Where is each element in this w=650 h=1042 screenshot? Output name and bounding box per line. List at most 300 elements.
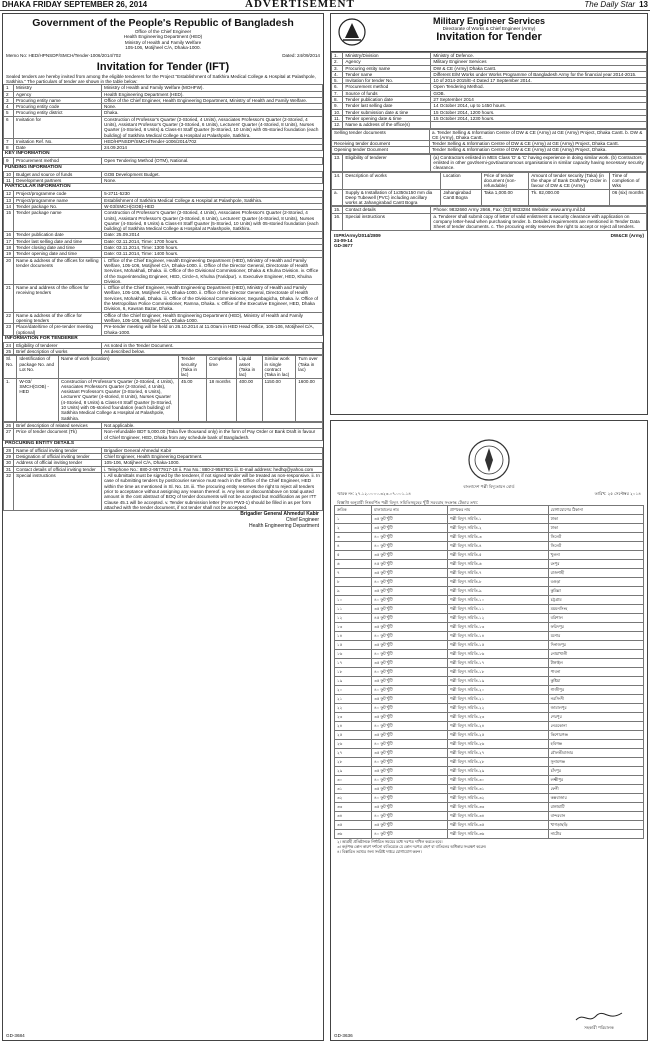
bengali-row-cell: শেরপুর xyxy=(548,713,643,722)
bengali-row-cell: পল্লী বিদ্যুৎ সমিতি-৭ xyxy=(447,569,548,578)
tender-row-cell: Tender closing date and time xyxy=(14,245,102,251)
bengali-row-cell: ১০ xyxy=(335,596,372,605)
bengali-row-cell: পল্লী বিদ্যুৎ সমিতি-১৪ xyxy=(447,632,548,641)
tender-row-cell: i. Telephone No.: 880-2-9577917-18 ii. Fax No.: 880-2-9587601 iii. E-mail address: hedhq@yahoo.com xyxy=(102,466,323,472)
tender-row xyxy=(4,97,323,103)
mes-row-cell: 3. xyxy=(332,65,343,71)
tender-row-cell: Procuring entity code xyxy=(14,104,102,110)
tender-row xyxy=(4,145,323,151)
bengali-row-cell: পল্লী বিদ্যুৎ সমিতি-২৫ xyxy=(447,731,548,740)
ispr-ref: ISPR/Army/2014/2809 xyxy=(334,232,381,238)
tender-row-cell: 17 xyxy=(4,238,14,244)
bengali-row-cell: ৩৫ ফুট খুঁটি xyxy=(372,605,448,614)
tender-row-cell: 21 xyxy=(4,285,14,312)
ispr-date: 24-09-14 xyxy=(334,237,353,243)
tender-row-cell: None. xyxy=(102,178,323,184)
tender-table-b xyxy=(3,157,323,164)
bengali-signature: সহকারী পরিচালক xyxy=(569,1010,629,1032)
mes-row-cell: Special instructions xyxy=(343,213,431,230)
bengali-row-cell: ময়মনসিংহ xyxy=(548,605,643,614)
bengali-row-cell: সিলেট xyxy=(548,542,643,551)
bengali-row xyxy=(335,605,644,614)
tender-row-cell: Name of official inviting tender xyxy=(14,447,102,453)
mes-invite-title: Invitation for Tender xyxy=(436,31,542,44)
bengali-row-cell: ৩৪ xyxy=(335,812,372,821)
section-procuring: PROCURING ENTITY DETAILS xyxy=(5,440,75,446)
bengali-row-cell: কুমিল্লা xyxy=(548,587,643,596)
tender-row-cell: Chief Engineer, Health Engineering Department. xyxy=(102,454,323,460)
bengali-row-cell: ঢাকা xyxy=(548,515,643,524)
bengali-row-cell: ৩৫ ফুট খুঁটি xyxy=(372,659,448,668)
tender-row-cell: 25 xyxy=(4,349,14,355)
bengali-row-cell: ২৬ xyxy=(335,740,372,749)
tender-row-cell: Establishment of Satkhira Medical College & Hospital at Palashpole, Satkhira. xyxy=(102,197,323,203)
tender-row-cell: None. xyxy=(102,104,323,110)
tender-row-cell: 5 xyxy=(4,110,14,116)
bengali-row-cell: ৩৫ ফুট খুঁটি xyxy=(372,641,448,650)
tender-row-cell: Name & address of the office for opening tenders xyxy=(14,312,102,324)
bengali-row-cell: পল্লী বিদ্যুৎ সমিতি-১৯ xyxy=(447,677,548,686)
mes-row-cell: Procuring entity name xyxy=(343,65,431,71)
bengali-row xyxy=(335,758,644,767)
mes-row-cell: 5. xyxy=(332,78,343,84)
tender-row-cell: Contact details of official inviting tender xyxy=(14,466,102,472)
tender-row-cell: i. Office of the Chief Engineer, Health Engineering Department (HED), Ministry of Health and Family Welfare, 105-106, Motijheel C/A, Dhaka-1000. ii. Office of the Director General, Directorate of Health Services, Mohakhali, Dhaka. iii. Office of the Divisional Commissioner, Dhaka & Khulna Division. iv. Office of the Superintending Engineer, HED, Circle-4, Khulna (Faridpur). v. Executive Engineer, HED, Khulna Division. xyxy=(102,257,323,284)
bengali-row-cell: ৪০ ফুট খুঁটি xyxy=(372,704,448,713)
tender-row-cell: 11 xyxy=(4,178,14,184)
tender-row-cell: Procuring entity district xyxy=(14,110,102,116)
works-row: 1. W-03/ SMCH(GOB) -HED Construction of Professor's Quarter (2-Storied, 4 Units), Associates Professor's Quarter (2-Storied, 4 Units), Assistant Professor's Quarter (3-Storied, 6 Units), Lecturers' Quarter (4-storied, 8 Units), Nurses Quarter (4-Storied, 8 Units) & Class-III Staff Quarter (5-Storied, 10 Units) with 05-storied foundation (each building) of Satkhira Medical College & Hospital at Palashpole, Satkhira. 45.00 18 months 400.00 1150.00 1600.00 xyxy=(4,378,323,421)
bengali-row-cell: লক্ষ্মীপুর xyxy=(548,776,643,785)
mes-signer: DW&CE (Army) xyxy=(610,232,644,238)
tender-row xyxy=(4,312,323,324)
bengali-row-cell: ৪০ ফুট খুঁটি xyxy=(372,758,448,767)
bengali-row-cell: পল্লী বিদ্যুৎ সমিতি-৬ xyxy=(447,560,548,569)
bengali-row-cell: পল্লী বিদ্যুৎ সমিতি-৩৫ xyxy=(447,821,548,830)
tender-row-cell: 1 xyxy=(4,85,14,91)
bengali-row-cell: ৪০ ফুট খুঁটি xyxy=(372,740,448,749)
bengali-row-cell: ৩৫ ফুট খুঁটি xyxy=(372,821,448,830)
bengali-row xyxy=(335,776,644,785)
bengali-row-cell: হবিগঞ্জ xyxy=(548,740,643,749)
mes-row-cell xyxy=(431,122,647,128)
mes-header xyxy=(331,14,647,52)
mes-row-cell: 6. xyxy=(332,84,343,90)
mes-row-cell: a. Tenderer shall submit copy of letter of valid enlistment & security clearance with application on company letter-head when purchasing tender. b. Detailed requirements are mentioned in Tender Data Sheet of tender documents. c. The procuring entity reserves the right to accept or reject all tenders. xyxy=(431,213,647,230)
mes-row-cell: Ministry/Division xyxy=(343,53,431,59)
tender-row-cell: Non-refundable BDT 5,000.00 (Taka five thousand only) in the form of Pay Order or Bank Draft in favour of Chief Engineer, HED, Dhaka from any schedule bank of Bangladesh. xyxy=(102,429,323,441)
bengali-row-cell: ৪০ ফুট খুঁটি xyxy=(372,650,448,659)
bengali-row xyxy=(335,524,644,533)
bengali-row-cell: ৩৫ ফুট খুঁটি xyxy=(372,677,448,686)
bengali-row-cell: ৩৫ ফুট খুঁটি xyxy=(372,713,448,722)
tender-row-cell: Brigadier General Ahmedul Kabir xyxy=(102,447,323,453)
bengali-row-cell: বান্দরবান xyxy=(548,812,643,821)
bengali-row-cell: ১৯ xyxy=(335,677,372,686)
bengali-row-cell: পাবনা xyxy=(548,668,643,677)
bengali-row-cell: ৩৫ ফুট খুঁটি xyxy=(372,551,448,560)
mes-title: Military Engineer Services xyxy=(432,16,546,26)
bengali-row-cell: সুনামগঞ্জ xyxy=(548,758,643,767)
tender-row-cell: Office of the Chief Engineer, Health Engineering Department, Ministry of Health and Family Welfare. xyxy=(102,97,323,103)
tender-row-cell: 7 xyxy=(4,138,14,144)
tender-row-cell: 13 xyxy=(4,197,14,203)
bengali-row-cell: পল্লী বিদ্যুৎ সমিতি-২৯ xyxy=(447,767,548,776)
tender-row-cell: Date: 03.11.2014, Time: 1300 hours. xyxy=(102,245,323,251)
tender-row-cell: i. Office of the Chief Engineer, Health Engineering Department (HED), Ministry of Health and Family Welfare, 105-106, Motijheel C/A, Dhaka-1000. ii. Office of the Director General, Directorate of Health Services, Mohakhali, Dhaka. iii. Office of the Divisional Commissioner, Segunbagicha, Dhaka. iv. Office of the Metropolitan Police Commissioner, Ramna, Dhaka. v. Office of the Executive Engineer, HED, Dhaka Division, 6, Kawran Bazar, Dhaka. xyxy=(102,285,323,312)
memo-line xyxy=(3,51,323,60)
bengali-row-cell: ১২ xyxy=(335,614,372,623)
tender-row xyxy=(4,285,323,312)
bengali-row xyxy=(335,596,644,605)
bengali-row-cell: পল্লী বিদ্যুৎ সমিতি-১১ xyxy=(447,605,548,614)
bengali-row xyxy=(335,623,644,632)
tender-row-cell: 8 xyxy=(4,145,14,151)
bengali-row-cell: দিনাজপুর xyxy=(548,641,643,650)
page-number: 13 xyxy=(639,0,648,9)
bengali-row-cell: ২১ xyxy=(335,695,372,704)
mes-row-cell: 13. xyxy=(332,154,343,171)
bengali-row-cell: ৪০ ফুট খুঁটি xyxy=(372,632,448,641)
mes-row-cell: Different E/M Works under Works Programme of Bangladesh Army for the financial year 2014-2015. xyxy=(431,71,647,77)
tender-row-cell: Address of official inviting tender xyxy=(14,460,102,466)
mes-row-cell: Open Tendering Method. xyxy=(431,84,647,90)
bengali-notes: ২। আগ্রহী প্রতিষ্ঠানকে নির্ধারিত সময়ের মধ্যে দরপত্র দাখিল করতে হবে। ৩। কর্তৃপক্ষ কোন কারণ দর্শানো ব্যতিরেকে যে কোন দরপত্র গ্রহণ বা বাতিলের অধিকার সংরক্ষণ করেন। ৪। বিস্তারিত তথ্যের জন্য সংশ্লিষ্ট দপ্তরে যোগাযোগ করুন। xyxy=(337,840,487,854)
army-emblem-icon xyxy=(337,17,367,47)
bengali-row xyxy=(335,587,644,596)
bengali-row-cell: ৪০ ফুট খুঁটি xyxy=(372,776,448,785)
tender-row-cell: Tender package No. xyxy=(14,203,102,209)
tender-row-cell: 3 xyxy=(4,97,14,103)
tender-row xyxy=(4,158,323,164)
bengali-row-cell: পল্লী বিদ্যুৎ সমিতি-৩০ xyxy=(447,776,548,785)
bengali-row-cell: ৪৫ ফুট খুঁটি xyxy=(372,614,448,623)
bengali-tender-notice xyxy=(330,420,648,1041)
mes-office-row xyxy=(332,129,647,141)
bengali-row-cell: রংপুর xyxy=(548,560,643,569)
bengali-row-cell: পল্লী বিদ্যুৎ সমিতি-৯ xyxy=(447,587,548,596)
bengali-row xyxy=(335,515,644,524)
mes-row-cell: 15. xyxy=(332,207,343,213)
mes-table xyxy=(331,52,647,129)
tender-row-cell: 24 xyxy=(4,342,14,348)
bengali-row-cell: ৩৫ ফুট খুঁটি xyxy=(372,515,448,524)
mes-row-cell: 4. xyxy=(332,71,343,77)
bengali-row-cell: পল্লী বিদ্যুৎ সমিতি-৩ xyxy=(447,533,548,542)
bengali-row-cell: ৩৬ xyxy=(335,830,372,839)
mes-row-cell: Procurement method xyxy=(343,84,431,90)
bengali-row-cell: খুলনা xyxy=(548,551,643,560)
tender-row-cell: Date: 03.11.2014, Time: 1400 hours. xyxy=(102,251,323,257)
bengali-row xyxy=(335,569,644,578)
tender-row-cell: Dhaka. xyxy=(102,110,323,116)
mes-works-table xyxy=(331,172,647,207)
bengali-row-cell: ৩৫ ফুট খুঁটি xyxy=(372,587,448,596)
bengali-row-cell: ১১ xyxy=(335,605,372,614)
bengali-row-cell: ৫ xyxy=(335,551,372,560)
bengali-memo: স্মারক নং: ২৭.১২.০০০০.৩২৩.০৭.০০১.১৪ xyxy=(337,491,412,496)
bengali-row-cell: ৩ xyxy=(335,533,372,542)
mes-row-cell: 12. xyxy=(332,122,343,128)
mes-eligibility-table xyxy=(331,154,647,172)
bengali-row-cell: ৪০ ফুট খুঁটি xyxy=(372,668,448,677)
mes-row-cell: 16. xyxy=(332,213,343,230)
mes-office-value: Tender Selling & Information Centre of DW & CE (Army) at GE (Army) Project, Dhaka Cantt. xyxy=(430,141,647,147)
bengali-row xyxy=(335,704,644,713)
bengali-ad-code: GD-3636 xyxy=(334,1033,353,1038)
bengali-row-cell: ৪৫ ফুট খুঁটি xyxy=(372,560,448,569)
bengali-row-cell: ২৫ xyxy=(335,731,372,740)
bengali-row xyxy=(335,794,644,803)
notice-title: Invitation for Tender (IFT) xyxy=(96,60,230,73)
tender-row-cell: Office of the Chief Engineer, Health Engineering Department (HED), Ministry of Health and Family Welfare, 105-106, Motijheel C/A, Dhaka-1000. xyxy=(102,312,323,324)
bengali-date: তারিখ: ২৫ সেপ্টেম্বর ২০১৪ xyxy=(594,491,641,496)
bengali-row-cell: পল্লী বিদ্যুৎ সমিতি-২৪ xyxy=(447,722,548,731)
bengali-row-cell: ২৮ xyxy=(335,758,372,767)
bengali-row-cell: ১৮ xyxy=(335,668,372,677)
mes-row-cell: GOB. xyxy=(431,90,647,96)
handwritten-signature-icon xyxy=(574,1010,624,1024)
mes-row-cell: Eligibility of tenderer xyxy=(343,154,431,171)
mes-row-cell: 27 September 2014 xyxy=(431,97,647,103)
bengali-row-cell: রাঙ্গামাটি xyxy=(548,803,643,812)
bengali-row-cell: ৪ xyxy=(335,542,372,551)
tender-row-cell: Tender opening date and time xyxy=(14,251,102,257)
bengali-row-cell: ৩২ xyxy=(335,794,372,803)
mes-row-cell: 14 October 2014, up to 1450 hours. xyxy=(431,103,647,109)
tender-row-cell: 28 xyxy=(4,447,14,453)
tender-row-cell: Not applicable. xyxy=(102,422,323,428)
bengali-row-cell: ৩০ xyxy=(335,776,372,785)
bengali-row-cell: ৪০ ফুট খুঁটি xyxy=(372,596,448,605)
bengali-row-cell: পল্লী বিদ্যুৎ সমিতি-৩১ xyxy=(447,785,548,794)
page-header xyxy=(0,0,650,11)
bengali-row-cell: ৩৫ ফুট খুঁটি xyxy=(372,695,448,704)
bengali-row-cell: বরিশাল xyxy=(548,614,643,623)
bengali-row xyxy=(335,551,644,560)
tender-row-cell: 19 xyxy=(4,251,14,257)
bengali-row xyxy=(335,659,644,668)
section-tenderer: INFORMATION FOR TENDERER xyxy=(5,335,78,341)
mes-row-cell: 11. xyxy=(332,115,343,121)
gov-title: Government of the People's Republic of Bangladesh xyxy=(32,17,294,29)
tender-row-cell: 20 xyxy=(4,257,14,284)
mes-contact-table xyxy=(331,206,647,230)
tender-row-cell: 23 xyxy=(4,324,14,336)
section-funding: FUNDING INFORMATION xyxy=(5,164,62,170)
mes-office-label: Opening tender Document xyxy=(332,147,430,153)
bengali-row xyxy=(335,713,644,722)
tender-row-cell: 29 xyxy=(4,454,14,460)
bengali-row-cell: ১৬ xyxy=(335,650,372,659)
bengali-row-cell: ২২ xyxy=(335,704,372,713)
bengali-row-cell: পল্লী বিদ্যুৎ সমিতি-১৩ xyxy=(447,623,548,632)
bengali-memo-line xyxy=(334,489,644,500)
mes-row-cell: Tender last selling date xyxy=(343,103,431,109)
bengali-row-cell: খাগড়াছড়ি xyxy=(548,821,643,830)
tender-row-cell: Designation of official inviting tender xyxy=(14,454,102,460)
tender-row-cell: Place/date/time of pre-tender meeting (optional) xyxy=(14,324,102,336)
tender-row-cell: 32 xyxy=(4,473,14,511)
bengali-row-cell: নাটোর xyxy=(548,830,643,839)
tender-row-cell: Construction of Professor's Quarter (2-Storied, 4 Units), Associates Professor's Quarter (2-Storied, 4 Units), Assistant Professor's Quarter (3-Storied, 6 Units), Lecturers' Quarter (4-Storied, 8 Units), Nurses Quarter (4-Storied, 8 Units) & Class-III Staff Quarter (5-Storied, 10 Units) with 05-storied foundation (each building) of Satkhira Medical College & Hospital at Palashpole, Satkhira. xyxy=(102,116,323,138)
paper-name: DHAKA xyxy=(2,0,31,9)
tender-row-cell: 6 xyxy=(4,116,14,138)
mes-row-cell: DW & CE (Army) Dhaka Cantt. xyxy=(431,65,647,71)
bengali-row xyxy=(335,560,644,569)
bengali-row xyxy=(335,695,644,704)
bengali-row-cell: ৩৫ ফুট খুঁটি xyxy=(372,803,448,812)
bengali-row-cell: ফেনী xyxy=(548,785,643,794)
tender-row-cell: 9 xyxy=(4,158,14,164)
bengali-row xyxy=(335,740,644,749)
bengali-row-cell: সিলেট xyxy=(548,533,643,542)
bengali-row xyxy=(335,767,644,776)
section-title: ADVERTISEMENT xyxy=(245,0,355,10)
bengali-row-cell: পল্লী বিদ্যুৎ সমিতি-২৬ xyxy=(447,740,548,749)
works-table xyxy=(3,355,323,422)
mes-row-cell: Phone: 9832660 Army 2666, Fax: (02) 9833284 Website: www.army.mil.bd xyxy=(431,207,647,213)
mes-row-cell: Contact details xyxy=(343,207,431,213)
bengali-row-cell: পল্লী বিদ্যুৎ সমিতি-৮ xyxy=(447,578,548,587)
bengali-row xyxy=(335,641,644,650)
bengali-row-cell: ৪০ ফুট খুঁটি xyxy=(372,542,448,551)
bengali-row xyxy=(335,749,644,758)
masthead: The Daily Star xyxy=(584,0,636,9)
bengali-row-cell: পল্লী বিদ্যুৎ সমিতি-১৫ xyxy=(447,641,548,650)
tender-row-cell: 15 xyxy=(4,210,14,232)
bengali-row-cell: পল্লী বিদ্যুৎ সমিতি-১০ xyxy=(447,596,548,605)
bengali-row-cell: ৩৫ ফুট খুঁটি xyxy=(372,731,448,740)
mes-footer xyxy=(331,231,647,250)
tender-row-cell: 105-106, Motijheel C/A, Dhaka-1000. xyxy=(102,460,323,466)
issue-date: FRIDAY SEPTEMBER 26, 2014 xyxy=(32,0,148,9)
mes-subtitle: Directorate of Works & Chief Engineer (Army) xyxy=(442,26,536,31)
tender-row-cell: 24.09.2014 xyxy=(102,145,323,151)
bengali-row-cell: কুষ্টিয়া xyxy=(548,677,643,686)
bengali-row xyxy=(335,614,644,623)
tender-table-f xyxy=(3,422,323,441)
bengali-row-cell: ৩৩ xyxy=(335,803,372,812)
bengali-row-cell: পল্লী বিদ্যুৎ সমিতি-১২ xyxy=(447,614,548,623)
bengali-row xyxy=(335,650,644,659)
mes-office-value: Tender Selling & Information Centre of DW & CE (Army) at GE (Army) Project, Dhaka. xyxy=(430,147,647,153)
tender-row-cell: 2 xyxy=(4,91,14,97)
tender-table-c xyxy=(3,171,323,185)
bengali-row-cell: পল্লী বিদ্যুৎ সমিতি-১৮ xyxy=(447,668,548,677)
bengali-row-cell: ৪০ ফুট খুঁটি xyxy=(372,812,448,821)
section-particular: PARTICULAR INFORMATION xyxy=(5,184,71,190)
bengali-row xyxy=(335,785,644,794)
bengali-row-cell: ৪০ ফুট খুঁটি xyxy=(372,686,448,695)
tender-row-cell: Brief description of works xyxy=(14,349,102,355)
bengali-row-cell: ৩৫ ফুট খুঁটি xyxy=(372,767,448,776)
mes-row-cell: Name & address of the office(s) xyxy=(343,122,431,128)
tender-row-cell: Date xyxy=(14,145,102,151)
bengali-row-cell: পল্লী বিদ্যুৎ সমিতি-১৬ xyxy=(447,650,548,659)
bengali-table-head: ক্রমিক মালামালের নাম প্রাপকের নাম যোগাযোগের ঠিকানা xyxy=(335,506,644,515)
tender-row-cell: Date: 25.09.2014 xyxy=(102,232,323,238)
tender-row-cell: 18 xyxy=(4,245,14,251)
tender-row-cell: Special instructions xyxy=(14,473,102,511)
tender-row-cell: Tender publication date xyxy=(14,232,102,238)
bengali-row-cell: ৬ xyxy=(335,560,372,569)
bengali-row-cell: ২০ xyxy=(335,686,372,695)
tender-row-cell: Ministry of Health and Family Welfare (MOHFW). xyxy=(102,85,323,91)
bengali-row-cell: ১৫ xyxy=(335,641,372,650)
mes-office-label: Selling tender documents xyxy=(332,129,430,141)
office-address: Office of the Chief Engineer Health Engineering Department (HED) Ministry of Health and Family Welfare 105-106, Motijheel C/A, Dhaka-1000. xyxy=(123,29,203,51)
tender-row-cell: Brief description of related services xyxy=(14,422,102,428)
bengali-row-cell: ২ xyxy=(335,524,372,533)
bengali-row-cell: ঢাকা xyxy=(548,524,643,533)
mes-row-cell: Tender submission date & time xyxy=(343,109,431,115)
mes-row xyxy=(332,213,647,230)
mes-office-row xyxy=(332,141,647,147)
bengali-row-cell: কক্সবাজার xyxy=(548,794,643,803)
bengali-row-cell: চাঁদপুর xyxy=(548,767,643,776)
intro-text: Sealed tenders are hereby invited from among the eligible tenderers for the Project "Establishment of Satkhira Medical College & Hospital at Palashpole, Satkhira." The particulars of tender are shown in the table below: xyxy=(6,73,316,84)
mes-offices-table xyxy=(331,129,647,154)
bengali-row-cell: পল্লী বিদ্যুৎ সমিতি-১৭ xyxy=(447,659,548,668)
mes-row xyxy=(332,154,647,171)
mes-row-cell: Tender opening date & time xyxy=(343,115,431,121)
section-key: KEY INFORMATION xyxy=(5,151,50,157)
tender-table-g xyxy=(3,447,323,511)
bengali-row xyxy=(335,722,644,731)
tender-row-cell: 4 xyxy=(4,104,14,110)
bengali-row-cell: পল্লী বিদ্যুৎ সমিতি-৩৪ xyxy=(447,812,548,821)
bengali-row-cell: ৪০ ফুট খুঁটি xyxy=(372,578,448,587)
mes-row-cell: 9. xyxy=(332,103,343,109)
tender-row-cell: Eligibility of tenderer xyxy=(14,342,102,348)
bengali-row-cell: পল্লী বিদ্যুৎ সমিতি-২০ xyxy=(447,686,548,695)
bengali-row-cell: চট্টগ্রাম xyxy=(548,596,643,605)
tender-row-cell: 30 xyxy=(4,460,14,466)
tender-row-cell: Open Tendering Method (OTM), National. xyxy=(102,158,323,164)
mes-row-cell: 2. xyxy=(332,59,343,65)
bengali-row xyxy=(335,578,644,587)
mes-row-cell: 15 October 2014, 1200 hours. xyxy=(431,109,647,115)
mes-row-cell: Ministry of Defence. xyxy=(431,53,647,59)
mes-row-cell: (a) Contractors enlisted in MES Class 'D' & 'C' having experience in doing similar work. (b) Contractors enlisted in other govt/semi-govt/autonomous organisations in similar capacity having necessary security clearance. xyxy=(431,154,647,171)
ad-code: GD-3684 xyxy=(6,1033,25,1038)
bengali-row-cell: পল্লী বিদ্যুৎ সমিতি-৩২ xyxy=(447,794,548,803)
bengali-row-cell: গাজীপুর xyxy=(548,686,643,695)
bengali-row-cell: ৩৫ xyxy=(335,821,372,830)
bengali-row-cell: পল্লী বিদ্যুৎ সমিতি-৩৩ xyxy=(447,803,548,812)
bengali-row-cell: ৪০ ফুট খুঁটি xyxy=(372,830,448,839)
bengali-row xyxy=(335,812,644,821)
bengali-row-cell: বগুড়া xyxy=(548,578,643,587)
tender-row-cell: 14 xyxy=(4,203,14,209)
bengali-row-cell: পল্লী বিদ্যুৎ সমিতি-২৭ xyxy=(447,749,548,758)
memo-number: Memo No: HED/HPNSDP/SMCH/Tender-1006/2014/702 xyxy=(6,52,121,58)
tender-row-cell: 12 xyxy=(4,191,14,197)
bengali-row-cell: পল্লী বিদ্যুৎ সমিতি-২১ xyxy=(447,695,548,704)
tender-table-d xyxy=(3,190,323,335)
tender-row-cell: Agency xyxy=(14,91,102,97)
tender-row-cell: Name and address of the offices for receiving tenders xyxy=(14,285,102,312)
mes-row-cell: Invitation for tender No. xyxy=(343,78,431,84)
bengali-table xyxy=(334,505,644,839)
mes-row-cell: Source of funds xyxy=(343,90,431,96)
mes-row-cell: Agency xyxy=(343,59,431,65)
mes-row xyxy=(332,122,647,128)
tender-row-cell: Procurement method xyxy=(14,158,102,164)
tender-row xyxy=(4,324,323,336)
mes-office-row xyxy=(332,147,647,153)
